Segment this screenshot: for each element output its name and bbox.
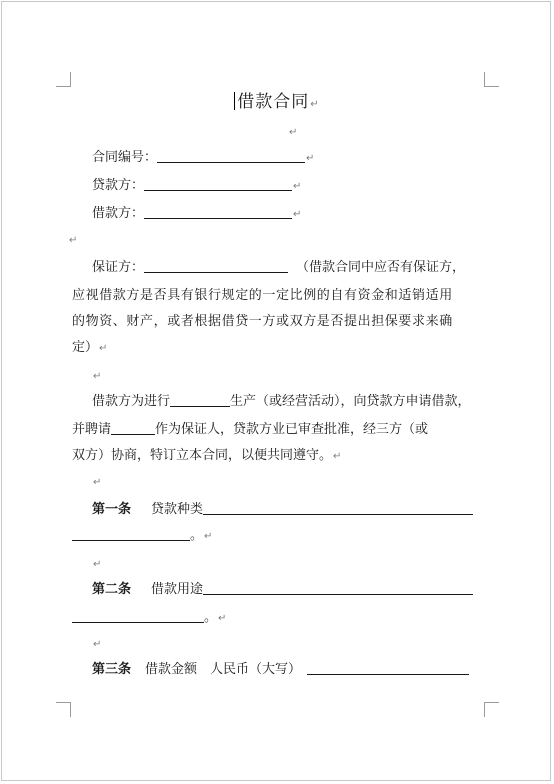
intro-line: 并聘请 作为保证人，贷款方业已审查批准，经三方（或	[72, 422, 429, 437]
loan-type-blank-continued[interactable]	[72, 527, 190, 541]
loan-amount-blank[interactable]	[307, 661, 469, 675]
document-title[interactable]: 借款合同↵	[0, 90, 554, 117]
loan-purpose-blank[interactable]	[203, 581, 473, 595]
lender-line[interactable]: 贷款方： ↵	[92, 178, 302, 193]
margin-corner-bottom-left	[56, 702, 71, 717]
margin-corner-top-right	[484, 72, 499, 87]
loan-type-blank[interactable]	[203, 501, 473, 515]
production-blank[interactable]	[170, 393, 230, 407]
text-cursor	[234, 92, 235, 110]
empty-paragraph[interactable]: ↵	[69, 235, 78, 246]
guarantor-text-line: 应视借款方是否具有银行规定的一定比例的自有资金和适销适用	[72, 288, 453, 303]
empty-paragraph[interactable]: ↵	[93, 371, 102, 382]
guarantor-text-line: 定）↵	[72, 340, 108, 355]
loan-purpose-blank-continued[interactable]	[72, 609, 204, 623]
empty-paragraph[interactable]: ↵	[93, 639, 102, 650]
margin-corner-bottom-right	[484, 702, 499, 717]
article-3-line: 第三条 借款金额 人民币（大写）	[92, 660, 469, 680]
article-1-line-2: 。↵	[72, 526, 212, 547]
article-1-line: 第一条 贷款种类	[92, 500, 473, 520]
borrower-line[interactable]: 借款方： ↵	[92, 206, 302, 221]
borrower-blank[interactable]	[144, 205, 292, 219]
guarantor-line[interactable]: 保证方： （借款合同中应否有保证方，	[92, 260, 466, 275]
margin-corner-top-left	[56, 72, 71, 87]
intro-line: 双方）协商，特订立本合同，以便共同遵守。↵	[72, 448, 342, 463]
intro-line: 借款方为进行 生产（或经营活动），向贷款方申请借款，	[92, 394, 471, 409]
empty-paragraph[interactable]: ↵	[93, 559, 102, 570]
article-2-line-2: 。↵	[72, 608, 226, 629]
article-2-line: 第二条 借款用途	[92, 580, 473, 600]
guarantor-blank[interactable]	[144, 259, 288, 273]
empty-paragraph[interactable]: ↵	[289, 127, 298, 138]
contract-number-line[interactable]: 合同编号： ↵	[92, 150, 315, 165]
lender-blank[interactable]	[144, 177, 292, 191]
contract-number-blank[interactable]	[157, 149, 305, 163]
guarantor-text-line: 的物资、财产，或者根据借贷一方或双方是否提出担保要求来确	[72, 314, 453, 329]
paragraph-mark: ↵	[310, 99, 320, 110]
empty-paragraph[interactable]: ↵	[93, 477, 102, 488]
guarantor-name-blank[interactable]	[111, 421, 155, 435]
